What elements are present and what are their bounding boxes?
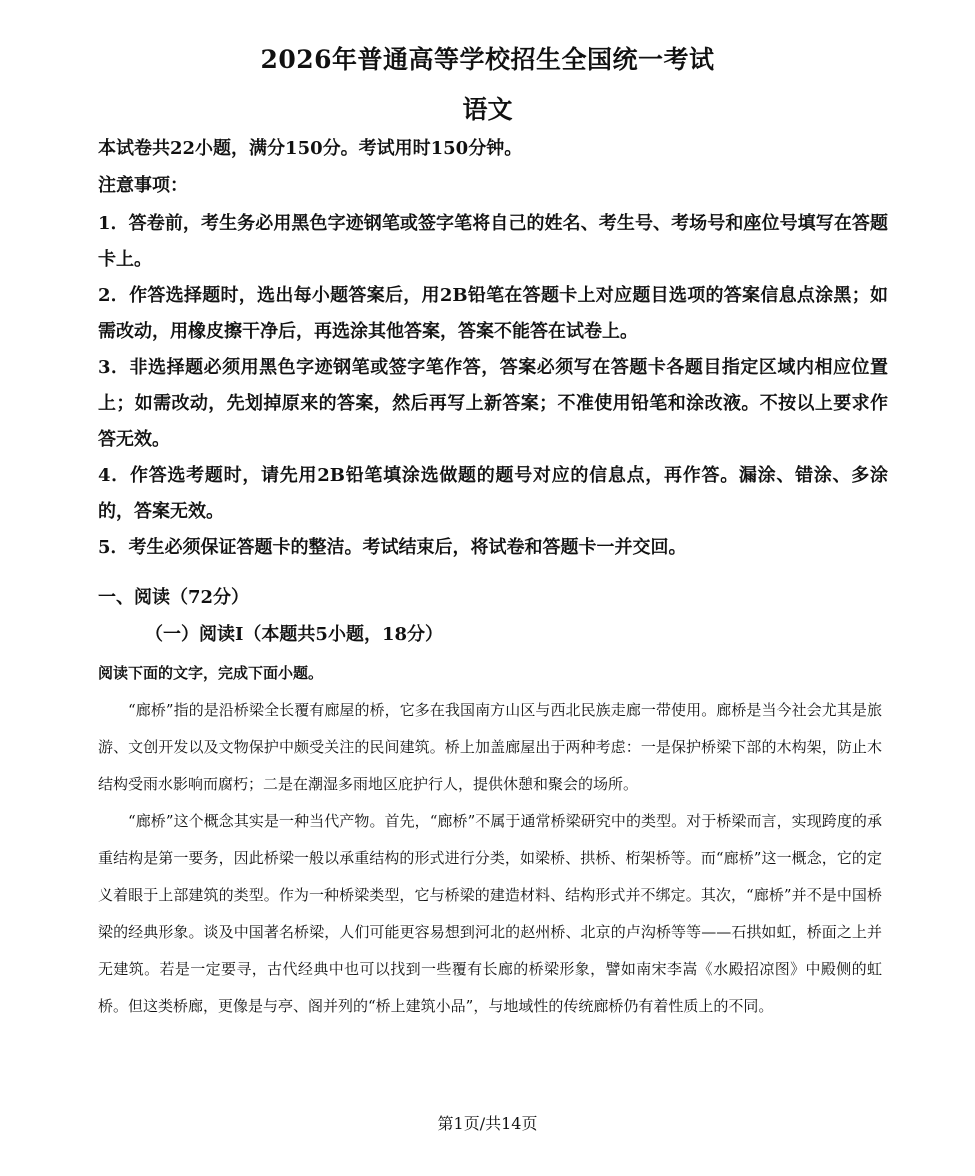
notice-list xyxy=(98,206,888,566)
notice-item: 2．作答选择题时，选出每小题答案后，用2B铅笔在答题卡上对应题目选项的答案信息点涂黑；如需改动，用橡皮擦干净后，再选涂其他答案，答案不能答在试卷上。 xyxy=(98,285,888,342)
notice-item: 1．答卷前，考生务必用黑色字迹钢笔或签字笔将自己的姓名、考生号、考场号和座位号填写在答题卡上。 xyxy=(98,213,888,270)
section-title: 一、阅读（72分） xyxy=(98,587,250,608)
notice-item: 3．非选择题必须用黑色字迹钢笔或签字笔作答，答案必须写在答题卡各题目指定区域内相应位置上；如需改动，先划掉原来的答案，然后再写上新答案；不准使用铅笔和涂改液。不按以上要求作答无效。 xyxy=(98,357,888,450)
reading-instruction: 阅读下面的文字，完成下面小题。 xyxy=(98,664,324,682)
notice-item: 4．作答选考题时，请先用2B铅笔填涂选做题的题号对应的信息点，再作答。漏涂、错涂、多涂的，答案无效。 xyxy=(98,465,888,522)
exam-intro: 本试卷共22小题，满分150分。考试用时150分钟。 xyxy=(98,138,523,159)
exam-title: 2026年普通高等学校招生全国统一考试 xyxy=(260,45,715,74)
notice-item: 5．考生必须保证答题卡的整洁。考试结束后，将试卷和答题卡一并交回。 xyxy=(98,537,687,558)
subsection-title: （一）阅读Ⅰ（本题共5小题，18分） xyxy=(145,624,443,645)
passage-paragraph: “廊桥”指的是沿桥梁全长覆有廊屋的桥，它多在我国南方山区与西北民族走廊一带使用。廊桥是当今社会尤其是旅游、文创开发以及文物保护中颇受关注的民间建筑。桥上加盖廊屋出于两种考虑：一是保护桥梁下部的木构架，防止木结构受雨水影响而腐朽；二是在潮湿多雨地区庇护行人，提供休憩和聚会的场所。 xyxy=(98,701,882,793)
passage-paragraph: “廊桥”这个概念其实是一种当代产物。首先，“廊桥”不属于通常桥梁研究中的类型。对于桥梁而言，实现跨度的承重结构是第一要务，因此桥梁一般以承重结构的形式进行分类，如梁桥、拱桥、桁架桥等。而“廊桥”这一概念，它的定义着眼于上部建筑的类型。作为一种桥梁类型，它与桥梁的建造材料、结构形式并不绑定。其次，“廊桥”并不是中国桥梁的经典形象。谈及中国著名桥梁，人们可能更容易想到河北的赵州桥、北京的卢沟桥等等——石拱如虹，桥面之上并无建筑。若是一定要寻，古代经典中也可以找到一些覆有长廊的桥梁形象，譬如南宋李嵩《水殿招凉图》中殿侧的虹桥。但这类桥廊，更像是与亭、阁并列的“桥上建筑小品”，与地域性的传统廊桥仍有着性质上的不同。 xyxy=(98,812,882,1015)
page-indicator: 第1页/共14页 xyxy=(437,1114,538,1133)
reading-passage xyxy=(98,692,882,1025)
notice-heading: 注意事项： xyxy=(98,175,188,196)
subject-title: 语文 xyxy=(462,95,513,124)
